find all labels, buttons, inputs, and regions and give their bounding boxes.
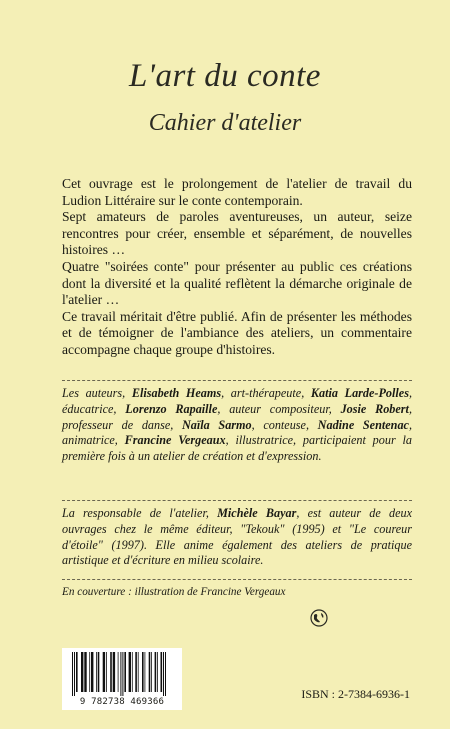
author-name: Elisabeth Heams: [131, 386, 222, 400]
divider: [62, 500, 412, 501]
barcode-bar: [110, 652, 112, 692]
responsible-name: Michèle Bayar: [217, 506, 297, 520]
barcode-bar: [120, 652, 121, 696]
barcode-bar: [103, 652, 105, 692]
barcode-bar: [145, 652, 146, 692]
description-paragraph: Quatre "soirées conte" pour présenter au public ces créations dont la diversité et la qualité reflètent la démarche originale de l'atelier …: [62, 258, 412, 308]
responsible-block: [62, 506, 412, 569]
barcode-bar: [98, 652, 100, 692]
barcode-bar: [113, 652, 115, 692]
cover-credit: En couverture : illustration de Francine Vergeaux: [62, 586, 286, 598]
author-name: Naïla Sarmo: [181, 417, 252, 432]
barcode-bar: [122, 652, 123, 696]
publisher-globe-icon: [310, 609, 328, 627]
barcode-bar: [91, 652, 93, 692]
author-role: , art-thérapeute,: [221, 386, 311, 400]
description: [62, 176, 412, 359]
barcode-bar: [149, 652, 151, 692]
barcode-bars: [68, 652, 176, 696]
author-role: , conteuse,: [251, 417, 318, 432]
authors-outro: participaient pour la première fois à un atelier de création et d'expression.: [62, 433, 413, 464]
author-role: , éducatrice,: [62, 386, 412, 416]
authors-intro: Les auteurs,: [62, 386, 132, 400]
description-paragraph: Sept amateurs de paroles aventureuses, un auteur, seize rencontres pour créer, ensemble et séparément, de nouvelles histoires …: [62, 209, 412, 258]
barcode-bar: [165, 652, 166, 696]
author-name: Nadine Sentenac: [317, 417, 409, 432]
divider: [62, 579, 412, 580]
barcode-bar: [132, 652, 133, 692]
barcode-bar: [151, 652, 152, 692]
barcode-bar: [155, 652, 157, 692]
barcode-bar: [89, 652, 90, 692]
barcode-bar: [76, 652, 78, 692]
barcode-bar: [96, 652, 97, 692]
barcode-number: 9 782738 469366: [79, 697, 165, 707]
barcode-bar: [81, 652, 83, 692]
barcode-bar: [161, 652, 163, 692]
author-role: , illustratrice,: [225, 433, 303, 448]
barcode-bar: [74, 652, 75, 696]
author-role: , animatrice,: [62, 417, 412, 448]
barcode-bar: [138, 652, 139, 692]
description-paragraph: Cet ouvrage est le prolongement de l'atelier de travail du Ludion Littéraire sur le conte contemporain.: [62, 176, 412, 208]
responsible-after: , est auteur de deux ouvrages chez le même éditeur, "Tekouk" (1995) et "Le coureur d'étoile" (1997). Elle anime également des ateliers de pratique artistique et d'écriture en milieu scolaire.: [62, 506, 412, 568]
barcode-bar: [72, 652, 73, 696]
barcode-bar: [84, 652, 86, 692]
book-title: L'art du conte: [129, 58, 321, 94]
book-subtitle: Cahier d'atelier: [148, 110, 302, 136]
barcode: [62, 648, 182, 710]
author-role: , professeur de danse,: [62, 401, 412, 432]
authors-block: [62, 386, 412, 465]
barcode-bar: [157, 652, 158, 692]
barcode-bar: [124, 652, 126, 692]
author-name: Lorenzo Rapaille: [125, 401, 218, 416]
barcode-bar: [142, 652, 144, 692]
barcode-bar: [129, 652, 131, 692]
barcode-bar: [106, 652, 107, 692]
author-name: Katia Larde-Polles: [310, 386, 409, 400]
barcode-bar: [163, 652, 164, 696]
author-role: , auteur compositeur,: [217, 401, 341, 416]
description-paragraph: Ce travail méritait d'être publié. Afin de présenter les méthodes et de témoigner de l'ambiance des ateliers, un commentaire accompagne chaque groupe d'histoires.: [62, 308, 412, 357]
responsible-before: La responsable de l'atelier,: [62, 506, 218, 520]
divider: [62, 380, 412, 381]
barcode-bar: [135, 652, 137, 692]
isbn: ISBN : 2-7384-6936-1: [301, 687, 410, 701]
barcode-bar: [118, 652, 119, 692]
author-name: Francine Vergeaux: [124, 433, 226, 448]
author-name: Josie Robert: [340, 401, 409, 416]
